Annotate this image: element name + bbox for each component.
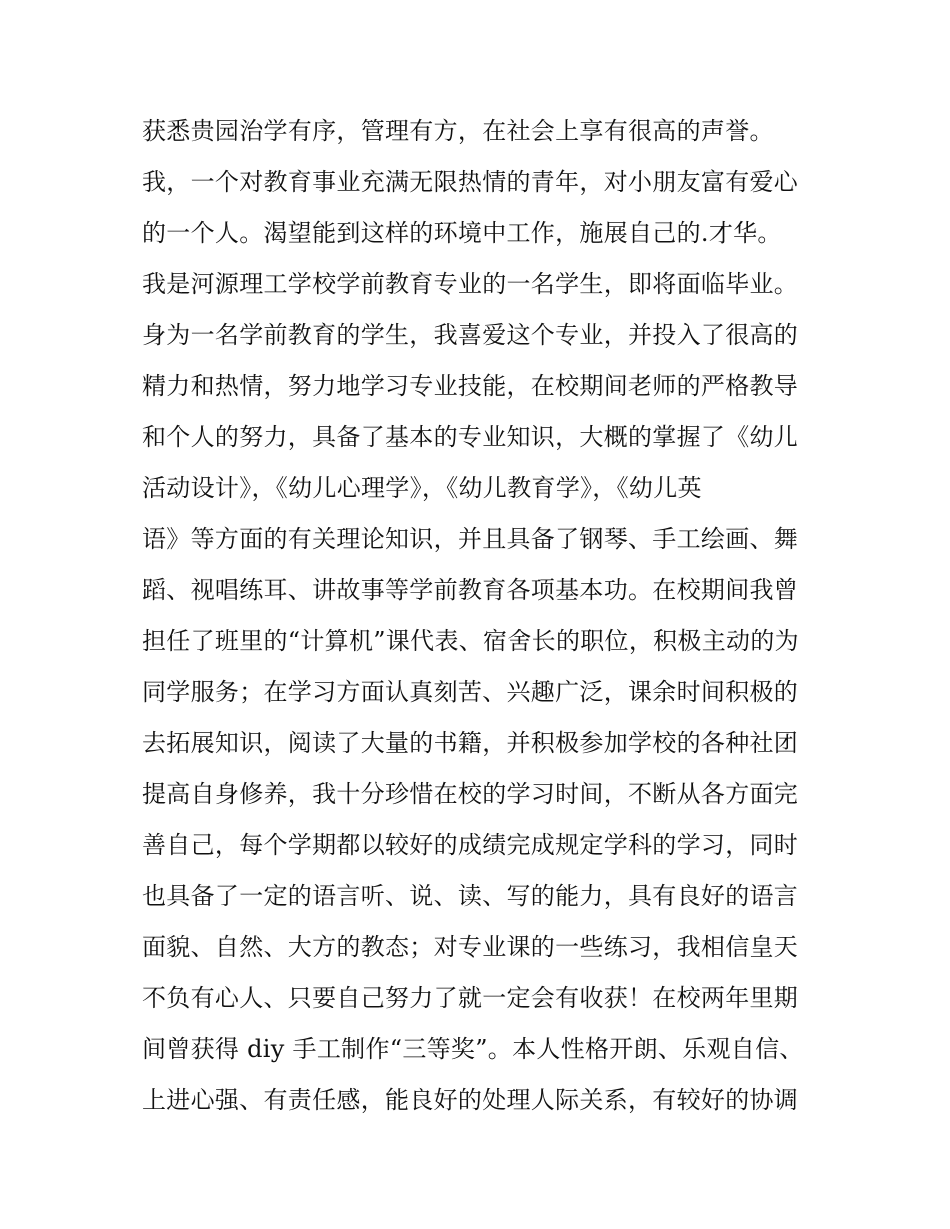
text-line: 语》等方面的有关理论知识，并且具备了钢琴、手工绘画、舞 (142, 525, 799, 553)
text-line: 和个人的努力，具备了基本的专业知识，大概的掌握了《幼儿 (142, 423, 799, 451)
text-line: 蹈、视唱练耳、讲故事等学前教育各项基本功。在校期间我曾 (142, 576, 799, 604)
text-line: 不负有心人、只要自己努力了就一定会有收获！在校两年里期 (142, 984, 799, 1012)
text-line: 面貌、自然、大方的教态；对专业课的一些练习，我相信皇天 (142, 933, 799, 961)
text-line: 的一个人。渴望能到这样的环境中工作，施展自己的.才华。 (142, 219, 782, 247)
text-line: 担任了班里的“计算机”课代表、宿舍长的职位，积极主动的为 (142, 627, 799, 655)
body-text (142, 106, 822, 1126)
text-line: 也具备了一定的语言听、说、读、写的能力，具有良好的语言 (142, 882, 799, 910)
text-line: 我是河源理工学校学前教育专业的一名学生，即将面临毕业。 (142, 270, 799, 298)
text-line: 身为一名学前教育的学生，我喜爱这个专业，并投入了很高的 (142, 321, 799, 349)
text-line: 善自己，每个学期都以较好的成绩完成规定学科的学习，同时 (142, 831, 799, 859)
text-line: 活动设计》，《幼儿心理学》，《幼儿教育学》，《幼儿英 (142, 474, 702, 502)
text-line: 同学服务；在学习方面认真刻苦、兴趣广泛，课余时间积极的 (142, 678, 799, 706)
text-line: 获悉贵园治学有序，管理有方，在社会上享有很高的声誉。 (142, 117, 774, 145)
text-line: 精力和热情，努力地学习专业技能，在校期间老师的严格教导 (142, 372, 799, 400)
text-line: 去拓展知识，阅读了大量的书籍，并积极参加学校的各种社团 (142, 729, 799, 757)
text-line: 提高自身修养，我十分珍惜在校的学习时间，不断从各方面完 (142, 780, 799, 808)
text-line: 我，一个对教育事业充满无限热情的青年，对小朋友富有爱心 (142, 168, 799, 196)
text-line: 上进心强、有责任感，能良好的处理人际关系，有较好的协调 (142, 1086, 799, 1114)
text-line: 间曾获得 diy 手工制作“三等奖”。本人性格开朗、乐观自信、 (142, 1035, 804, 1063)
